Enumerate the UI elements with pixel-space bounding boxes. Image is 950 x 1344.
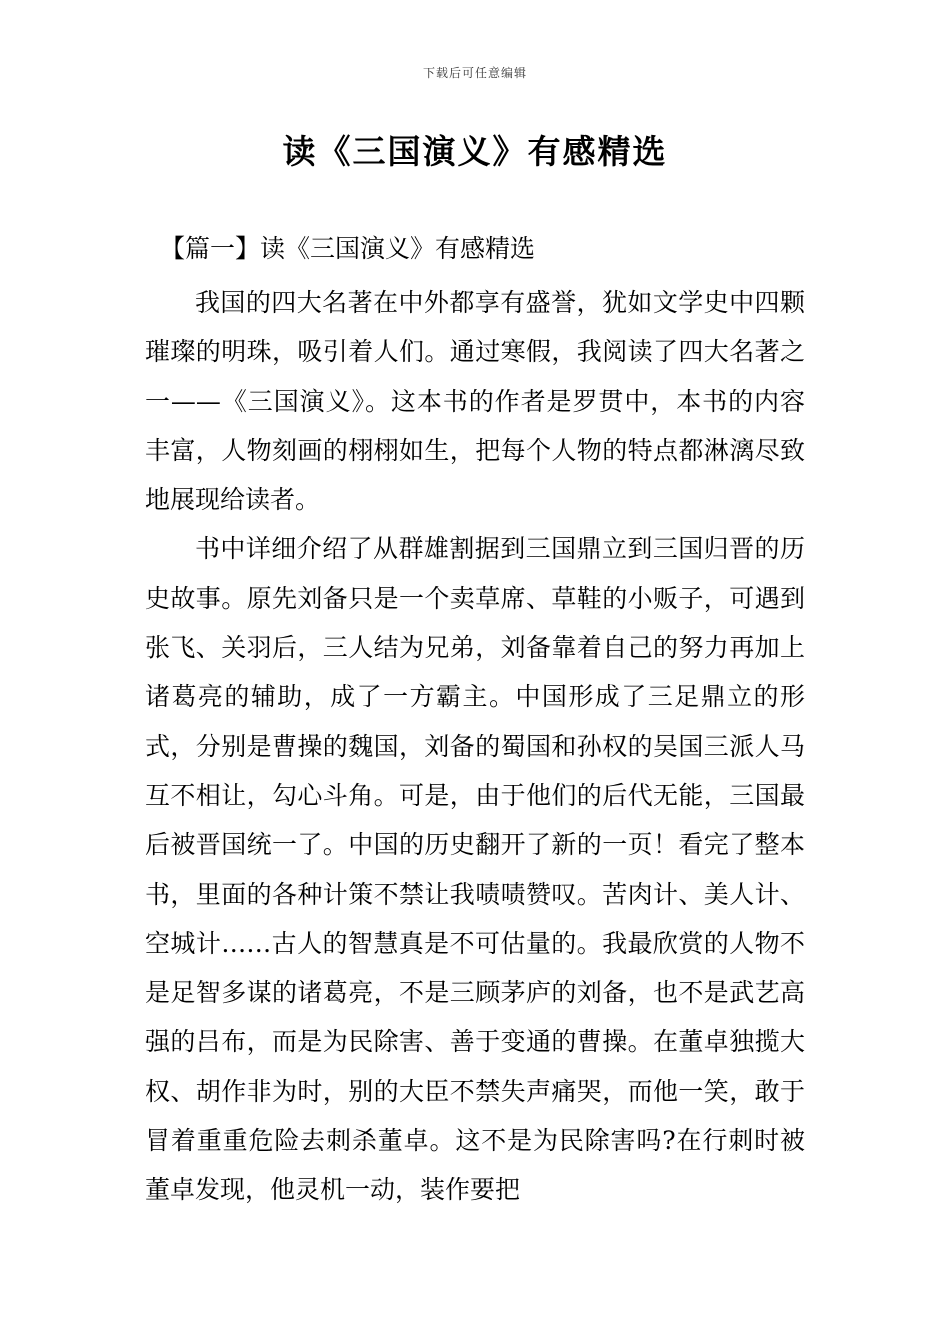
- body-text: [145, 278, 805, 1215]
- header-note: 下载后可任意编辑: [422, 66, 527, 80]
- section-heading: 【篇一】读《三国演义》有感精选: [160, 234, 536, 263]
- document-title: 读《三国演义》有感精选: [282, 132, 668, 171]
- paragraph-2: 书中详细介绍了从群雄割据到三国鼎立到三国归晋的历史故事。原先刘备只是一个卖草席、草鞋的小贩子，可遇到张飞、关羽后，三人结为兄弟，刘备靠着自己的努力再加上诸葛亮的辅助，成了一方霸主。中国形成了三足鼎立的形式，分别是曹操的魏国，刘备的蜀国和孙权的吴国三派人马互不相让，勾心斗角。可是，由于他们的后代无能，三国最后被晋国统一了。中国的历史翻开了新的一页！看完了整本书，里面的各种计策不禁让我啧啧赞叹。苦肉计、美人计、空城计……古人的智慧真是不可估量的。我最欣赏的人物不是足智多谋的诸葛亮，不是三顾茅庐的刘备，也不是武艺高强的吕布，而是为民除害、善于变通的曹操。在董卓独揽大权、胡作非为时，别的大臣不禁失声痛哭，而他一笑，敢于冒着重重危险去刺杀董卓。这不是为民除害吗?在行刺时被董卓发现，他灵机一动，装作要把: [145, 534, 805, 1205]
- paragraph-1: 我国的四大名著在中外都享有盛誉，犹如文学史中四颗璀璨的明珠，吸引着人们。通过寒假，我阅读了四大名著之一——《三国演义》。这本书的作者是罗贯中，本书的内容丰富，人物刻画的栩栩如生，把每个人物的特点都淋漓尽致地展现给读者。: [145, 288, 805, 515]
